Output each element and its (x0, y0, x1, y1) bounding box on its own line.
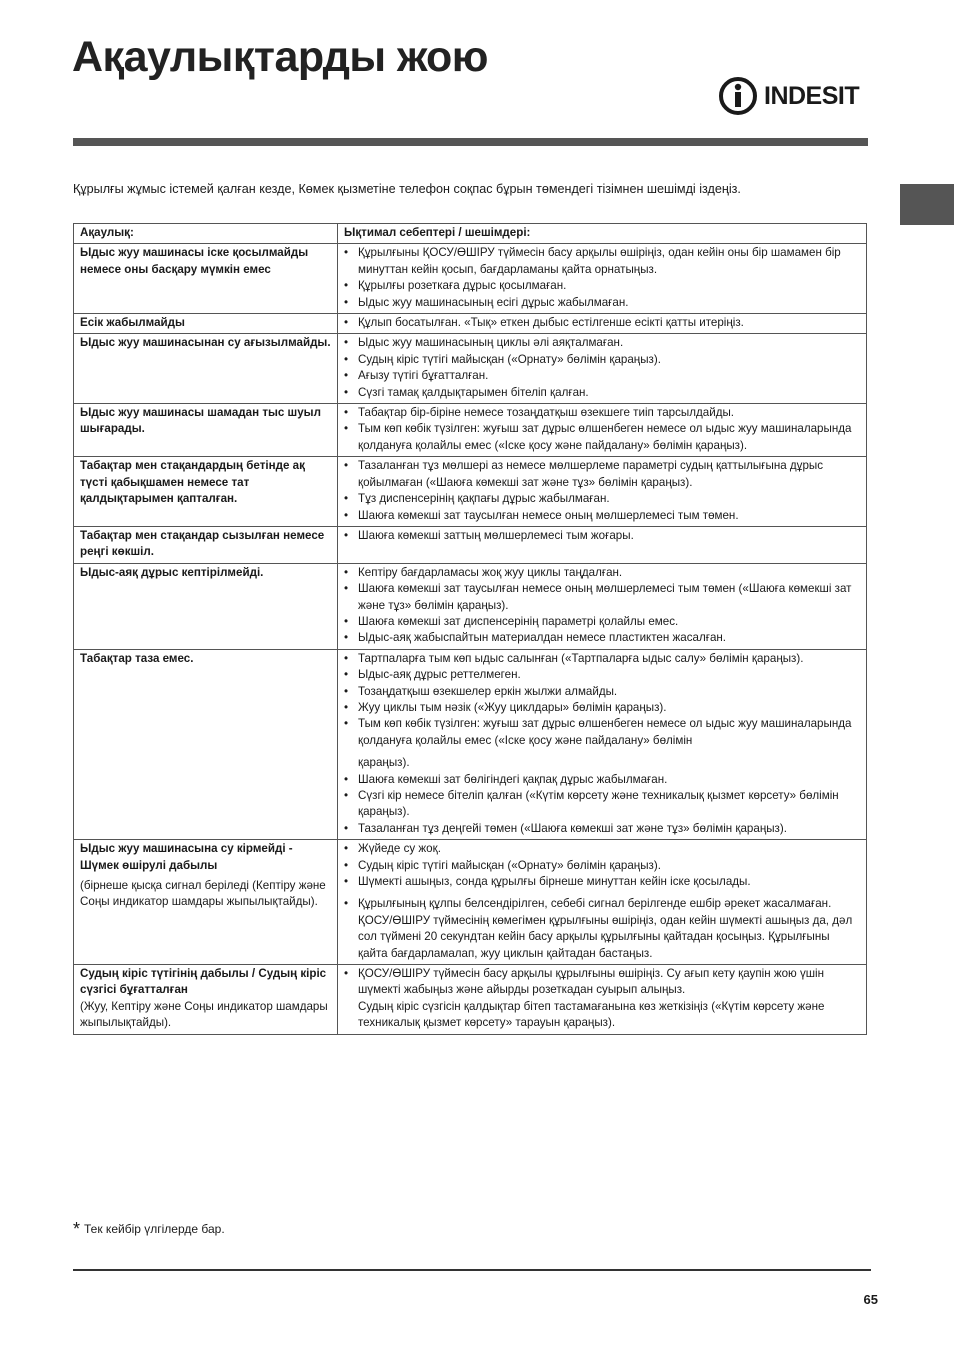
fault-cell (74, 457, 338, 527)
fault-cell (74, 965, 338, 1035)
solution-item: • Тозаңдатқыш өзекшелер еркін жылжи алмайды. (344, 684, 860, 700)
fault-note: (Жуу, Кептіру және Соңы индикатор шамдары жыпылықтайды). (80, 999, 328, 1030)
solutions-cell (338, 404, 867, 457)
indesit-logo (718, 76, 868, 116)
footnote-text: Тек кейбір үлгілерде бар. (84, 1222, 225, 1236)
solutions-cell (338, 334, 867, 404)
fault-title: Табақтар мен стақандардың бетінде ақ түсті қабықшамен немесе тат қалдықтарымен қапталған. (80, 459, 305, 506)
solution-item-continuation: қараңыз). (358, 756, 410, 770)
fault-title: Табақтар мен стақандар сызылған немесе реңгі көкшіл. (80, 528, 325, 559)
fault-title: Табақтар таза емес. (80, 651, 194, 665)
solutions-list (344, 405, 860, 454)
fault-cell (74, 840, 338, 965)
table-row (74, 563, 867, 649)
page-title: Ақаулықтарды жою (72, 33, 488, 81)
fault-cell (74, 334, 338, 404)
solution-item: • Тұз диспенсерінің қақпағы дұрыс жабылмаған. (344, 491, 860, 507)
solution-item: • Ыдыс-аяқ дұрыс реттелмеген. (344, 667, 860, 683)
solution-item: • Жүйеде су жоқ. (344, 841, 860, 857)
solution-item: • Судың кіріс түтігі майысқан («Орнату» бөлімін қараңыз). (344, 352, 860, 368)
fault-title: Ыдыс жуу машинасына су кірмейді - Шүмек өшірулі дабылы (80, 842, 293, 872)
solutions-cell (338, 244, 867, 314)
solutions-cell (338, 965, 867, 1035)
solution-item: • Шаюға көмекші зат диспенсерінің параметрі қолайлы емес. (344, 614, 860, 630)
fault-title: Ыдыс жуу машинасынан су ағызылмайды. (80, 336, 331, 350)
solution-item: • Тазаланған тұз мөлшері аз немесе мөлшерлеме параметрі судың қаттылығына дұрыс қойылмаған («Шаюға көмекші зат және тұз» бөлімін қараңыз). (344, 458, 860, 491)
section-tab-marker (900, 184, 954, 225)
solution-item: • Ыдыс-аяқ жабыспайтын материалдан немесе пластиктен жасалған. (344, 630, 860, 646)
solution-item: • Кептіру бағдарламасы жоқ жуу циклы таңдалған. (344, 565, 860, 581)
solution-item: • Тым көп көбік түзілген: жуғыш зат дұрыс өлшенбеген немесе ол ыдыс жуу машиналарында қолдануға қолайлы емес («Іске қосу және пайдалану» бөлімін қараңыз). (344, 421, 860, 454)
solutions-cell (338, 649, 867, 839)
fault-cell (74, 404, 338, 457)
fault-cell (74, 563, 338, 649)
solution-item: • Сүзгі тамақ қалдықтарымен бітеліп қалған. (344, 385, 860, 401)
solutions-list (344, 528, 860, 544)
solution-item: • Ыдыс жуу машинасының циклы әлі аяқталмаған. (344, 335, 860, 351)
solution-item: • Жуу циклы тым нәзік («Жуу циклдары» бөлімін қараңыз). (344, 700, 860, 716)
footer-rule (73, 1269, 871, 1271)
brand-wordmark: INDESIT (764, 81, 860, 110)
solution-item: • Құрылғы розеткаға дұрыс қосылмаған. (344, 278, 860, 294)
solution-item: • Ыдыс жуу машинасының есігі дұрыс жабылмаған. (344, 295, 860, 311)
table-row (74, 526, 867, 563)
solution-item: • Шаюға көмекші зат таусылған немесе оның мөлшерлемесі тым төмен. (344, 508, 860, 524)
solutions-list (344, 966, 860, 1032)
table-row (74, 965, 867, 1035)
fault-cell (74, 526, 338, 563)
header-rule (73, 138, 868, 146)
solution-item: • Судың кіріс түтігі майысқан («Орнату» бөлімін қараңыз). (344, 858, 860, 874)
fault-title: Судың кіріс түтігінің дабылы / Судың кіріс сүзгісі бұғатталған (80, 967, 327, 997)
table-row (74, 649, 867, 839)
troubleshooting-table (73, 223, 867, 1035)
fault-note: (бірнеше қысқа сигнал беріледі (Кептіру және Соңы индикатор шамдары жыпылықтайды). (80, 879, 326, 909)
solution-item: • Тазаланған тұз деңгейі төмен («Шаюға көмекші зат және тұз» бөлімін қараңыз). (344, 821, 860, 837)
solution-item: • Құлып босатылған. «Тық» еткен дыбыс естілгенше есікті қатты итеріңіз. (344, 315, 860, 331)
solution-item-continuation: Судың кіріс сүзгісін қалдықтар бітеп тастамағанына көз жеткізіңіз («Күтім көрсету және техникалық қызмет көрсету» тарауын қараңыз). (358, 999, 825, 1030)
table-row (74, 457, 867, 527)
solutions-cell (338, 526, 867, 563)
footnote-mark: * (73, 1219, 81, 1239)
solution-item: • Табақтар бір-біріне немесе тозаңдатқыш өзекшеге тиіп тарсылдайды. (344, 405, 860, 421)
intro-text: Құрылғы жұмыс істемей қалған кезде, Көмек қызметіне телефон соқпас бұрын төмендегі тізімнен шешімді іздеңіз. (73, 182, 741, 196)
solutions-list (344, 651, 860, 837)
solution-item: • Шүмекті ашыңыз, сонда құрылғы бірнеше минуттан кейін іске қосылады. (344, 874, 860, 890)
solution-item: • Шаюға көмекші зат бөлігіндегі қақпақ дұрыс жабылмаған. (344, 772, 860, 788)
table-row (74, 404, 867, 457)
fault-title: Ыдыс жуу машинасы іске қосылмайды немесе оны басқару мүмкін емес (80, 246, 309, 276)
fault-cell (74, 649, 338, 839)
solutions-list (344, 565, 860, 647)
table-header-row (74, 224, 867, 244)
fault-cell (74, 314, 338, 334)
page-number: 65 (863, 1292, 878, 1307)
column-header-solutions: Ықтимал себептері / шешімдері: (338, 224, 867, 244)
table-row (74, 314, 867, 334)
solutions-list (344, 841, 860, 962)
solution-item: • Тартпаларға тым көп ыдыс салынған («Тартпаларға ыдыс салу» бөлімін қараңыз). (344, 651, 860, 667)
solutions-list (344, 335, 860, 401)
solution-item: • Сүзгі кір немесе бітеліп қалған («Күтім көрсету және техникалық қызмет көрсету» бөлімін қараңыз). (344, 788, 860, 821)
fault-cell (74, 244, 338, 314)
table-row (74, 244, 867, 314)
solution-item: • ҚОСУ/ӨШІРУ түймесін басу арқылы құрылғыны өшіріңіз. Су ағып кету қаупін жою үшін шүмекті жабыңыз және айырды розеткадан суырып алыңыз. (344, 966, 860, 999)
solution-item: • Тым көп көбік түзілген: жуғыш зат дұрыс өлшенбеген немесе ол ыдыс жуу машиналарында қолдануға қолайлы емес («Іске қосу және пайдалану» бөлімін (344, 716, 860, 749)
column-header-fault: Ақаулық: (74, 224, 338, 244)
fault-title: Ыдыс-аяқ дұрыс кептірілмейді. (80, 565, 264, 579)
solutions-cell (338, 314, 867, 334)
solutions-cell (338, 457, 867, 527)
solutions-list (344, 315, 860, 331)
indesit-logo-icon (718, 76, 758, 116)
solutions-cell (338, 840, 867, 965)
solution-item: • Құрылғының құлпы белсендірілген, себебі сигнал берілгенде ешбір әрекет жасалмаған. ҚОСУ/ӨШІРУ түймесінің көмегімен құрылғыны өшіріңіз, одан кейін шүмекті ашыңыз да, дәл сол түймені 20 секундтан кейін басу арқылы құрылғыны қайтадан қосыңыз. Құрылғыны қайта бағдарламалап, жуу циклын қайтадан бастаңыз. (344, 896, 860, 962)
fault-title: Ыдыс жуу машинасы шамадан тыс шуыл шығарады. (80, 406, 321, 436)
solution-item: • Шаюға көмекші заттың мөлшерлемесі тым жоғары. (344, 528, 860, 544)
solutions-list (344, 458, 860, 524)
solutions-list (344, 245, 860, 311)
solution-item: • Ағызу түтігі бұғатталған. (344, 368, 860, 384)
fault-title: Есік жабылмайды (80, 316, 185, 330)
footnote (73, 1219, 225, 1239)
table-row (74, 334, 867, 404)
solution-item: • Құрылғыны ҚОСУ/ӨШІРУ түймесін басу арқылы өшіріңіз, одан кейін оны бір шамамен бір минуттан кейін қосып, бағдарламаны қайта орнатыңыз. (344, 245, 860, 278)
table-row (74, 840, 867, 965)
solution-item: • Шаюға көмекші зат таусылған немесе оның мөлшерлемесі тым төмен («Шаюға көмекші зат және тұз» бөлімін қараңыз). (344, 581, 860, 614)
solutions-cell (338, 563, 867, 649)
